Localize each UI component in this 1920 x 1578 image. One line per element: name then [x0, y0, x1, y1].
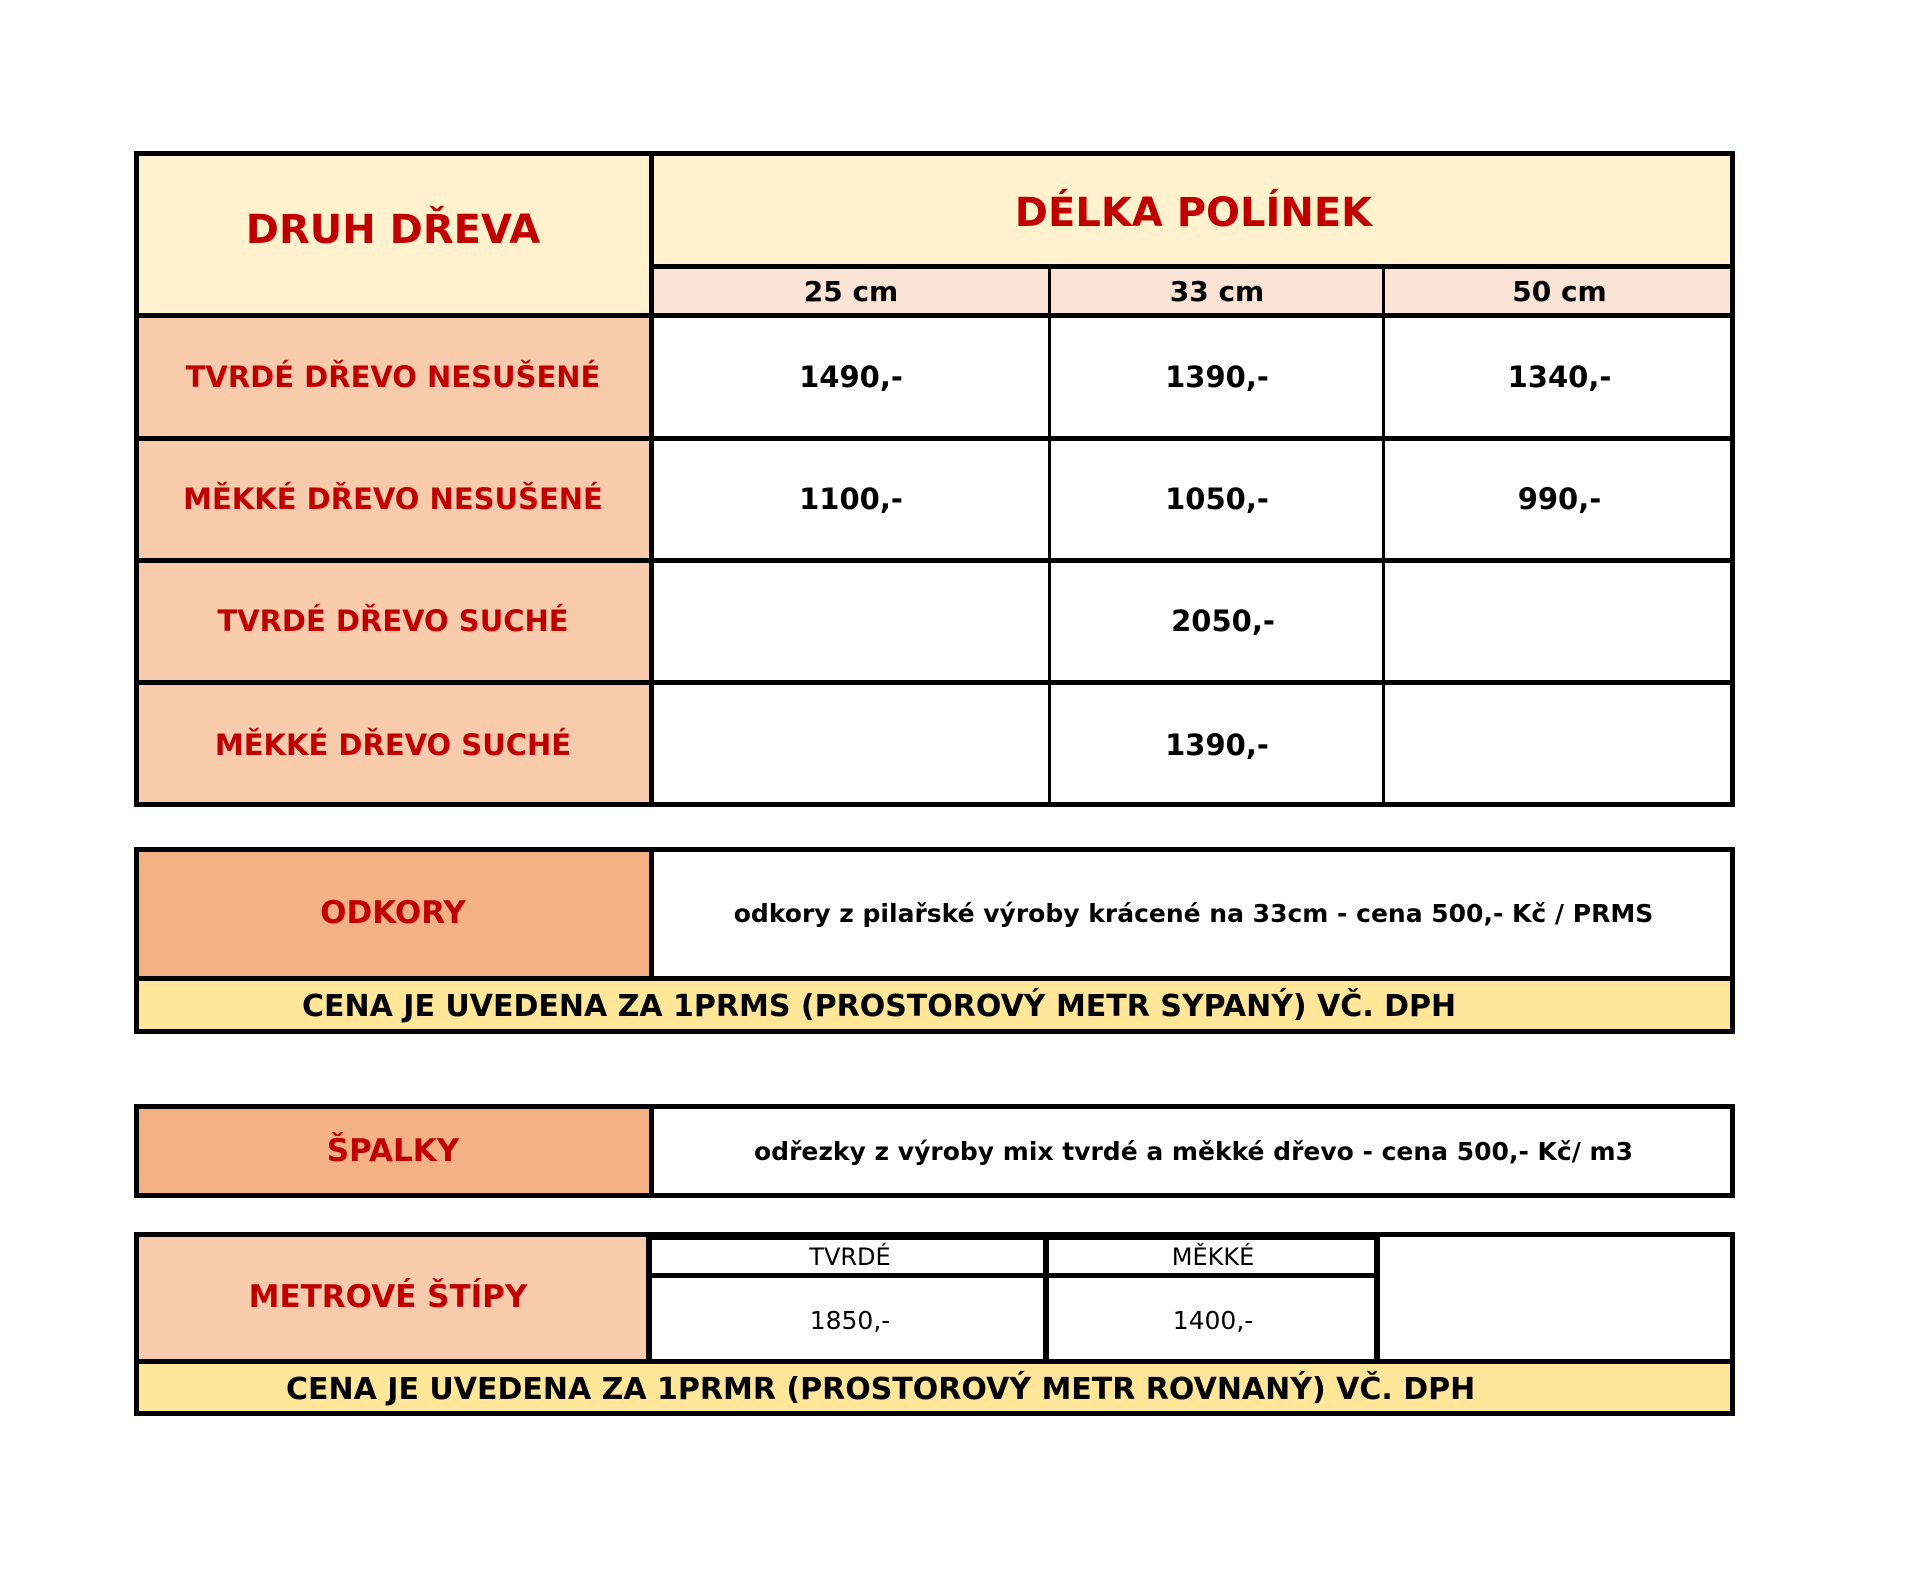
grid-line [649, 264, 1735, 269]
metrove-price-hard [652, 1278, 1048, 1362]
metrove-price-soft [1048, 1278, 1378, 1362]
spalky-description-text: odřezky z výroby mix tvrdé a měkké dřevo - cena 500,- Kč/ m3 [754, 1136, 1633, 1166]
price-cell [652, 682, 1050, 807]
length-col-25-label: 25 cm [803, 275, 899, 308]
spalky-description [652, 1104, 1735, 1198]
length-col-33 [1050, 267, 1384, 316]
grid-line [134, 976, 1735, 981]
length-col-50-label: 50 cm [1512, 275, 1607, 308]
price-cell [1050, 438, 1384, 560]
grid-line [649, 151, 654, 807]
grid-line [134, 1359, 1735, 1364]
metrove-price-hard-text: 1850,- [809, 1305, 891, 1335]
grid-line [1048, 267, 1051, 807]
odkory-note-text: CENA JE UVEDENA ZA 1PRMS (PROSTOROVÝ METR SYPANÝ) VČ. DPH [302, 989, 1457, 1024]
grid-line [134, 680, 1735, 685]
metrove-section [134, 1232, 1735, 1416]
row-name-label: TVRDÉ DŘEVO NESUŠENÉ [185, 360, 601, 394]
price-value: 2050,- [1171, 604, 1275, 638]
grid-line [646, 1232, 1380, 1240]
row-name-label: MĚKKÉ DŘEVO NESUŠENÉ [183, 482, 603, 516]
price-cell [652, 560, 1050, 682]
grid-line [1382, 267, 1385, 807]
metrove-col-hard-text: TVRDÉ [809, 1243, 891, 1271]
price-table [134, 151, 1735, 807]
price-cell [652, 438, 1050, 560]
odkory-note [134, 979, 1735, 1034]
row-name [134, 438, 652, 560]
header-length-label: DÉLKA POLÍNEK [1014, 190, 1373, 236]
price-value: 1390,- [1165, 727, 1269, 762]
row-name [134, 682, 652, 807]
metrove-price-soft-text: 1400,- [1172, 1305, 1254, 1335]
row-name [134, 560, 652, 682]
length-col-33-label: 33 cm [1169, 275, 1265, 308]
row-name-label: TVRDÉ DŘEVO SUCHÉ [217, 604, 569, 638]
odkory-label [134, 847, 652, 979]
price-value: 990,- [1517, 482, 1602, 516]
price-value: 1340,- [1507, 360, 1612, 394]
odkory-section [134, 847, 1735, 1034]
row-name-label: MĚKKÉ DŘEVO SUCHÉ [214, 727, 572, 762]
price-cell [1050, 682, 1384, 807]
price-cell [1384, 438, 1735, 560]
odkory-description-text: odkory z pilařské výroby krácené na 33cm - cena 500,- Kč / PRMS [733, 898, 1654, 928]
grid-line [1043, 1232, 1049, 1362]
price-cell [652, 316, 1050, 438]
spalky-section [134, 1104, 1735, 1198]
price-cell [1050, 316, 1384, 438]
grid-line [649, 847, 654, 979]
price-value: 1390,- [1165, 360, 1269, 394]
length-col-50 [1384, 267, 1735, 316]
odkory-description [652, 847, 1735, 979]
header-length [652, 151, 1735, 267]
metrove-note [134, 1362, 1735, 1416]
odkory-label-text: ODKORY [320, 895, 466, 931]
price-cell [1050, 560, 1384, 682]
grid-line [649, 1104, 654, 1198]
grid-line [646, 1232, 652, 1362]
grid-line [134, 436, 1735, 441]
price-cell [1384, 560, 1735, 682]
grid-line [1374, 1232, 1380, 1362]
grid-line [646, 1273, 1380, 1278]
metrove-empty-cell [1378, 1232, 1735, 1362]
length-col-25 [652, 267, 1050, 316]
header-wood-type-label: DRUH DŘEVA [245, 206, 541, 253]
metrove-col-soft-text: MĚKKÉ [1171, 1243, 1255, 1271]
header-wood-type [134, 151, 652, 316]
price-value: 1100,- [799, 482, 903, 516]
grid-line [134, 313, 1735, 318]
price-cell [1384, 316, 1735, 438]
spalky-label [134, 1104, 652, 1198]
row-name [134, 316, 652, 438]
price-cell [1384, 682, 1735, 807]
grid-line [134, 558, 1735, 563]
metrove-label [134, 1232, 652, 1362]
price-value: 1050,- [1165, 482, 1269, 516]
price-value: 1490,- [799, 360, 903, 394]
metrove-note-text: CENA JE UVEDENA ZA 1PRMR (PROSTOROVÝ METR ROVNANÝ) VČ. DPH [286, 1371, 1476, 1407]
metrove-label-text: METROVÉ ŠTÍPY [248, 1279, 528, 1315]
spalky-label-text: ŠPALKY [326, 1133, 460, 1169]
